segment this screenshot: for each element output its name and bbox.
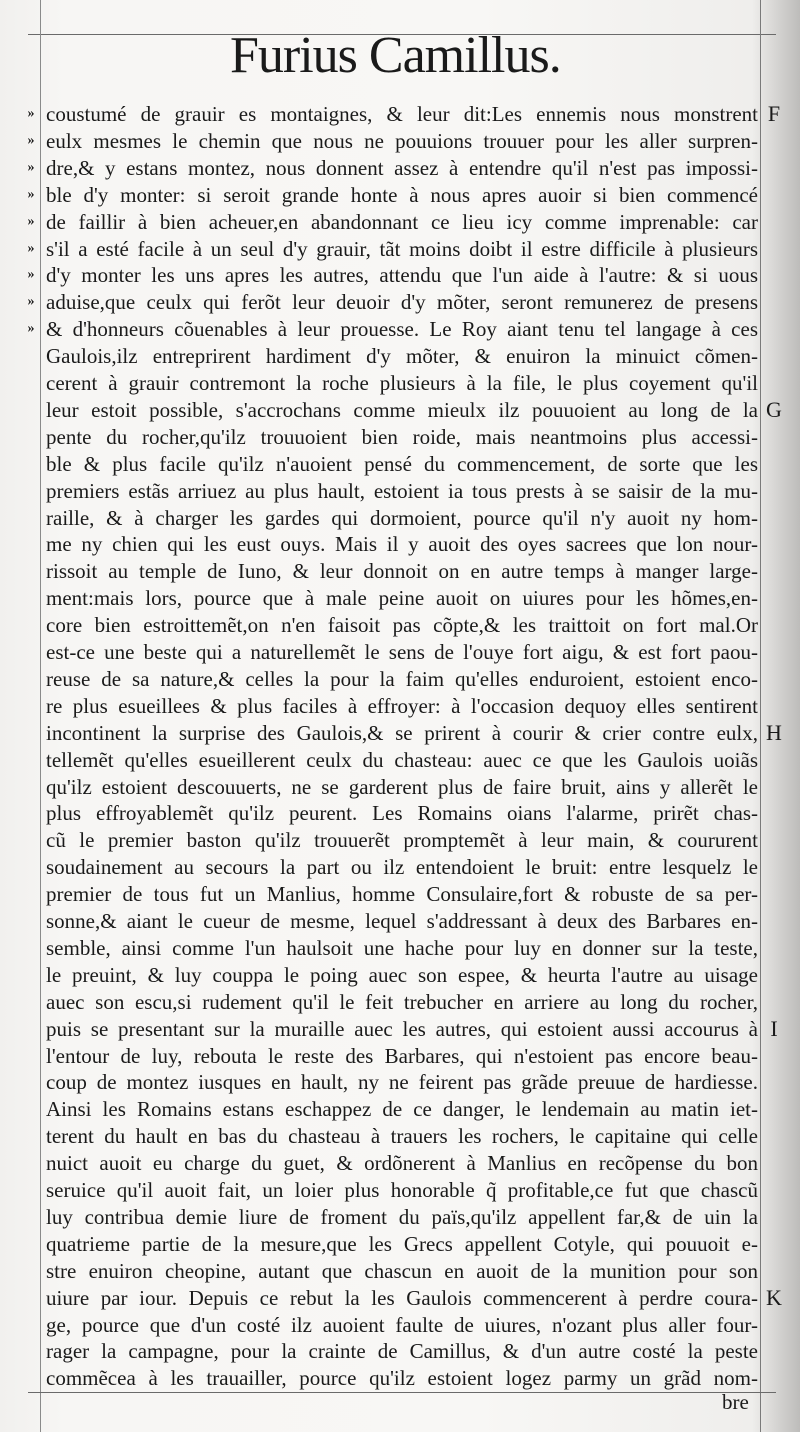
quotation-mark: » xyxy=(27,186,35,202)
text-line: Gaulois,ilz entreprirent hardiment d'y mõter, & enuiron la minuict cõmen- xyxy=(46,344,758,369)
right-margin-rule xyxy=(760,0,761,1432)
text-line: uiure par iour. Depuis ce rebut la les Gaulois commencerent à perdre coura- xyxy=(46,1285,758,1310)
text-line: ge, pource que d'un costé ilz auoient faulte de uiures, n'ozant plus aller four- xyxy=(46,1312,758,1337)
text-line: dre,& y estans montez, nous donnent assez à entendre qu'il n'est pas impossi- xyxy=(46,155,758,180)
text-line: quatrieme partie de la mesure,que les Grecs appellent Cotyle, qui pouuoit e- xyxy=(46,1231,758,1256)
text-line: raille, & à charger les gardes qui dormoient, pource qu'il n'y auoit ny hom- xyxy=(46,505,758,530)
text-line: reuse de sa nature,& celles la pour la faim qu'elles enduroient, estoient enco- xyxy=(46,666,758,691)
text-line: pente du rocher,qu'ilz trouuoient bien roide, mais neantmoins plus accessi- xyxy=(46,424,758,449)
text-line: qu'ilz estoient descouuerts, ne se garderent plus de faire bruit, ains y allerẽt le xyxy=(46,774,758,799)
text-line: premiers estãs arriuez au plus hault, estoient ia tous prests à se saisir de la mu- xyxy=(46,478,758,503)
quotation-mark: » xyxy=(27,159,35,175)
margin-section-letter: F xyxy=(767,101,781,126)
text-line: d'y monter les uns apres les autres, attendu que l'un aide à l'autre: & si uous xyxy=(46,263,758,288)
quotation-mark: » xyxy=(27,240,35,256)
text-line: l'entour de luy, rebouta le reste des Barbares, qui n'estoient pas encore beau- xyxy=(46,1043,758,1068)
text-line: soudainement au secours la part ou ilz entendoient le bruit: entre lesquelz le xyxy=(46,855,758,880)
text-line: & d'honneurs cõuenables à leur prouesse. Le Roy aiant tenu tel langage à ces xyxy=(46,317,758,342)
text-line: core bien estroittemẽt,on n'en faisoit pas cõpte,& les traittoit on fort mal.Or xyxy=(46,613,758,638)
text-line: leur estoit possible, s'accrochans comme mieulx ilz pouuoient au long de la xyxy=(46,397,758,422)
text-line: cerent à grauir contremont la roche plusieurs à la file, le plus coyement qu'il xyxy=(46,371,758,395)
text-line: Ainsi les Romains estans eschappez de ce danger, le lendemain au matin iet- xyxy=(46,1097,758,1122)
text-line: luy contribua demie liure de froment du païs,qu'ilz appellent far,& de uin la xyxy=(46,1204,758,1229)
text-line: est-ce une beste qui a naturellemẽt le sens de l'ouye fort aigu, & est fort paou- xyxy=(46,640,758,664)
quotation-mark: » xyxy=(27,106,35,121)
text-line: ment:mais lors, pource que à male peine auoit on uiures pour les hõmes,en- xyxy=(46,586,758,611)
text-line: ble d'y monter: si seroit grande honte à nous apres auoir si bien commencé xyxy=(46,182,758,207)
text-line: coup de montez iusques en hault, ny ne feirent pas grãde preuue de hardiesse. xyxy=(46,1070,758,1095)
text-line: eulx mesmes le chemin que nous ne pouuions trouuer pour les aller surpren- xyxy=(46,128,758,153)
text-line: rager la campagne, pour la crainte de Camillus, & d'un autre costé la peste xyxy=(46,1339,758,1364)
text-line: commẽcea à les trauailler, pource qu'ilz estoient logez parmy un grãd nom- xyxy=(46,1366,758,1391)
text-line: ble & plus facile qu'ilz n'auoient pensé du commencement, de sorte que les xyxy=(46,451,758,476)
margin-section-letter: G xyxy=(766,396,782,422)
quotation-mark: » xyxy=(27,213,35,229)
margin-section-letter: H xyxy=(766,719,782,745)
text-line: terent du hault en bas du chasteau à trauers les rochers, le capitaine qui celle xyxy=(46,1124,758,1149)
catchword: bre xyxy=(722,1390,749,1414)
quotation-mark: » xyxy=(27,132,35,148)
text-line: coustumé de grauir es montaignes, & leur dit:Les ennemis nous monstrent xyxy=(46,102,758,126)
text-line: premier de tous fut un Manlius, homme Consulaire,fort & robuste de sa per- xyxy=(46,882,758,907)
text-line: cũ le premier baston qu'ilz trouuerẽt promptemẽt à leur main, & coururent xyxy=(46,828,758,853)
text-line: me ny chien qui les eust ouys. Mais il y auoit des oyes sacrees que lon nour- xyxy=(46,532,758,557)
margin-section-letter: K xyxy=(766,1284,782,1310)
left-margin-rule xyxy=(40,0,41,1432)
text-line: nuict auoit eu charge du guet, & ordõnerent à Manlius en recõpense du bon xyxy=(46,1151,758,1176)
text-line: aduise,que ceulx qui ferõt leur deuoir d'y mõter, seront remunerez de presens xyxy=(46,290,758,315)
text-line: le preuint, & luy couppa le poing auec son espee, & heurta l'autre au uisage xyxy=(46,962,758,987)
bottom-rule xyxy=(28,1392,776,1393)
text-line: s'il a esté facile à un seul d'y grauir, tãt moins doibt il estre difficile à plusieurs xyxy=(46,236,758,261)
text-line: re plus esueillees & plus faciles à effroyer: à l'occasion dequoy elles sentirent xyxy=(46,693,758,718)
text-line: puis se presentant sur la muraille auec les autres, qui estoient aussi accourus à xyxy=(46,1016,758,1041)
text-line: stre enuiron cheopine, autant que chascun en auoit de la munition pour son xyxy=(46,1258,758,1283)
text-line: rissoit au temple de Iuno, & leur donnoit on en autre temps à manger large- xyxy=(46,559,758,584)
text-line: auec son escu,si rudement qu'il le feit trebucher en arriere au long du rocher, xyxy=(46,989,758,1014)
text-line: plus effroyablemẽt qu'ilz peurent. Les Romains oians l'alarme, prirẽt chas- xyxy=(46,801,758,826)
quotation-mark: » xyxy=(27,321,35,337)
text-line: semble, ainsi comme l'un haulsoit une hache pour luy en donner sur la teste, xyxy=(46,935,758,960)
quotation-mark: » xyxy=(27,267,35,283)
text-line: de faillir à bien acheuer,en abandonnant ce lieu icy comme imprenable: car xyxy=(46,209,758,234)
page-title: Furius Camillus. xyxy=(230,27,561,84)
text-line: tellemẽt qu'elles esueillerent ceulx du chasteau: auec ce que les Gaulois uoiãs xyxy=(46,747,758,772)
text-line: incontinent la surprise des Gaulois,& se prirent à courir & crier contre eulx, xyxy=(46,720,758,745)
margin-section-letter: I xyxy=(770,1015,778,1041)
text-line: sonne,& aiant le cueur de mesme, lequel s'addressant à deux des Barbares en- xyxy=(46,909,758,933)
quotation-mark: » xyxy=(27,294,35,310)
text-line: seruice qu'il auoit fait, un loier plus honorable q̃ profitable,ce fut que chascũ xyxy=(46,1178,758,1202)
